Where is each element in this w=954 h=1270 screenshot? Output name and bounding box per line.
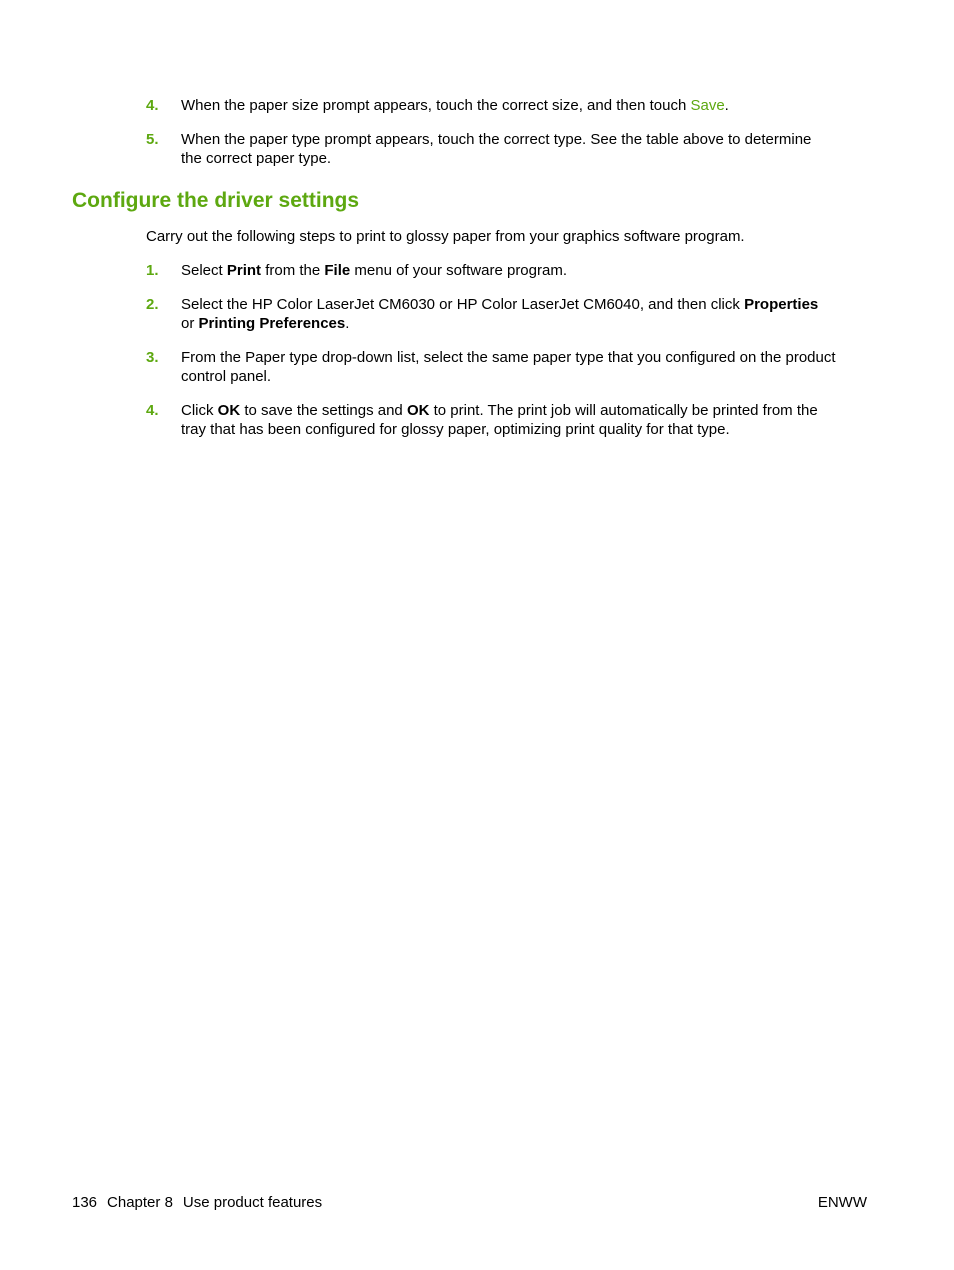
section-heading: Configure the driver settings <box>72 189 360 212</box>
step-text <box>181 130 871 168</box>
step-number: 4. <box>146 97 159 114</box>
step-text-line: the correct paper type. <box>181 150 332 167</box>
step-text-part: or <box>181 315 199 332</box>
page-number: 136 <box>72 1194 98 1211</box>
step-text-part: . <box>724 97 729 114</box>
chapter-label: Chapter 8 <box>107 1194 173 1211</box>
ok-term: OK <box>217 402 241 419</box>
step-text-line: When the paper type prompt appears, touch the correct type. See the table above to determine <box>181 131 812 148</box>
step-text <box>181 348 871 386</box>
step-text-part: menu of your software program. <box>350 262 567 279</box>
print-term: Print <box>226 262 262 279</box>
properties-term: Properties <box>744 296 819 313</box>
step-text <box>181 401 871 439</box>
step-text <box>181 295 871 333</box>
step-text-line: control panel. <box>181 368 272 385</box>
file-term: File <box>324 262 351 279</box>
step-text-line <box>181 295 871 314</box>
step-text-part: to print. The print job will automatically be printed from the <box>429 402 818 419</box>
ok-term: OK <box>406 402 430 419</box>
chapter-title: Use product features <box>182 1194 323 1211</box>
page-footer-left <box>72 1193 332 1212</box>
step-number: 1. <box>146 262 159 279</box>
step-number: 5. <box>146 131 159 148</box>
step-text-part: from the <box>261 262 325 279</box>
step-text-line: From the Paper type drop-down list, select the same paper type that you configured on the product <box>181 349 836 366</box>
page-footer-right: ENWW <box>817 1194 867 1211</box>
step-text-part: Click <box>181 402 218 419</box>
step-text-part: Select <box>181 262 227 279</box>
step-number: 3. <box>146 349 159 366</box>
step-text <box>181 96 871 115</box>
step-text <box>181 261 871 280</box>
save-link[interactable]: Save <box>690 97 725 114</box>
step-text-part: . <box>345 315 350 332</box>
step-text-part: Select the HP Color LaserJet CM6030 or HP Color LaserJet CM6040, and then click <box>181 296 745 313</box>
step-text-line <box>181 401 871 420</box>
step-text-part: to save the settings and <box>240 402 407 419</box>
step-text-part: When the paper size prompt appears, touch the correct size, and then touch <box>181 97 691 114</box>
section-intro: Carry out the following steps to print to glossy paper from your graphics software program. <box>146 228 745 245</box>
step-number: 2. <box>146 296 159 313</box>
step-number: 4. <box>146 402 159 419</box>
step-text-line <box>181 314 871 333</box>
printing-preferences-term: Printing Preferences <box>198 315 346 332</box>
step-text-line: tray that has been configured for glossy paper, optimizing print quality for that type. <box>181 421 730 438</box>
